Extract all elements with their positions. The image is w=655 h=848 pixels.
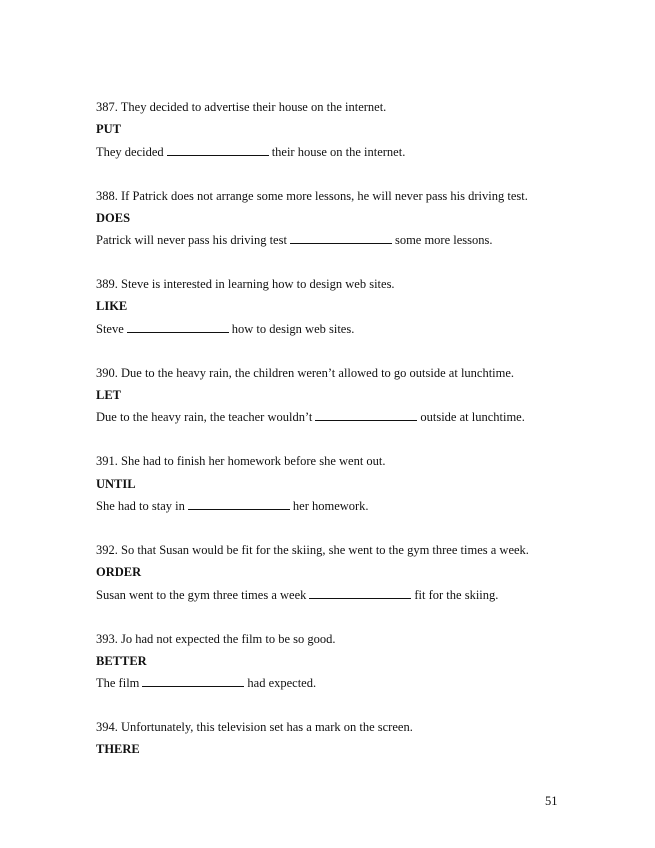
answer-before: Patrick will never pass his driving test (96, 233, 287, 248)
answer-before: Susan went to the gym three times a week (96, 587, 307, 602)
exercise-keyword: THERE (96, 742, 140, 757)
exercise-390 (96, 364, 616, 453)
answer-blank (315, 408, 417, 421)
answer-blank (167, 143, 269, 156)
answer-before: Steve (96, 321, 124, 336)
answer-before: Due to the heavy rain, the teacher wouldn’t (96, 410, 313, 425)
answer-after: had expected. (247, 676, 317, 691)
exercise-389 (96, 275, 616, 364)
exercise-392 (96, 541, 616, 630)
answer-blank (309, 586, 411, 599)
answer-after: her homework. (292, 498, 369, 513)
exercise-prompt: 388. If Patrick does not arrange some more lessons, he will never pass his driving test. (96, 188, 528, 203)
exercise-prompt: 389. Steve is interested in learning how to design web sites. (96, 277, 395, 292)
answer-blank (290, 231, 392, 244)
exercise-391 (96, 452, 616, 541)
answer-after: how to design web sites. (231, 321, 355, 336)
exercise-keyword: LIKE (96, 299, 128, 314)
exercise-answer-line (96, 408, 616, 430)
answer-blank (142, 674, 244, 687)
exercise-prompt: 394. Unfortunately, this television set has a mark on the screen. (96, 720, 413, 735)
exercise-answer-line (96, 320, 616, 342)
page-number: 51 (545, 794, 558, 808)
exercise-387 (96, 98, 616, 187)
exercise-393 (96, 630, 616, 719)
exercise-prompt: 392. So that Susan would be fit for the skiing, she went to the gym three times a week. (96, 542, 529, 557)
exercise-keyword: LET (96, 388, 122, 403)
exercise-keyword: DOES (96, 210, 131, 225)
exercise-prompt: 391. She had to finish her homework before she went out. (96, 454, 386, 469)
answer-blank (188, 497, 290, 510)
answer-before: She had to stay in (96, 498, 185, 513)
answer-after: some more lessons. (394, 233, 493, 248)
answer-before: They decided (96, 144, 164, 159)
answer-blank (127, 320, 229, 333)
answer-before: The film (96, 676, 140, 691)
exercise-keyword: BETTER (96, 653, 147, 668)
exercise-answer-line (96, 674, 616, 696)
exercise-answer-line (96, 231, 616, 253)
exercise-keyword: PUT (96, 122, 121, 137)
exercise-394 (96, 718, 616, 807)
exercise-prompt: 390. Due to the heavy rain, the children weren’t allowed to go outside at lunchtime. (96, 365, 515, 380)
exercise-prompt: 393. Jo had not expected the film to be so good. (96, 631, 336, 646)
exercise-list (96, 98, 616, 807)
exercise-answer-line (96, 143, 616, 165)
answer-after: fit for the skiing. (414, 587, 499, 602)
exercise-keyword: UNTIL (96, 476, 136, 491)
exercise-answer-line (96, 497, 616, 519)
exercise-keyword: ORDER (96, 565, 142, 580)
answer-after: their house on the internet. (271, 144, 406, 159)
answer-after: outside at lunchtime. (420, 410, 525, 425)
exercise-388 (96, 187, 616, 276)
exercise-prompt: 387. They decided to advertise their house on the internet. (96, 100, 387, 114)
exercise-answer-line (96, 586, 616, 608)
